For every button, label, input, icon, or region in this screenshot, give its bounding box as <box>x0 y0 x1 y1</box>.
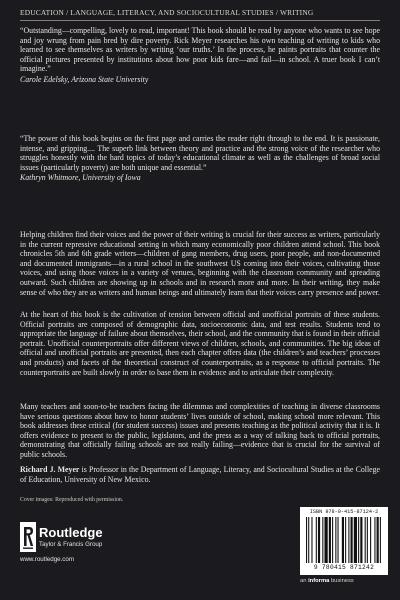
bio-text <box>20 465 380 484</box>
barcode-bar <box>365 517 366 563</box>
review-attribution: Carole Edelsky, Arizona State University <box>20 74 149 84</box>
barcode-bar <box>345 517 346 563</box>
review-text: “The power of this book begins on the first page and carries the reader right through to the end. It is passionate, intense, and gripping.... The superb link between theory and practice and the strong voice of the researcher who struggles honestly with the hard topics of today’s educational climate as well as the challenges of broad social issues (particularly poverty) are both unique and essential.” <box>20 134 380 172</box>
review-quote-2 <box>20 134 380 183</box>
header-divider <box>20 20 380 21</box>
barcode-bar <box>324 517 327 563</box>
description-paragraph-3 <box>20 402 380 460</box>
barcode-bar <box>354 517 357 563</box>
barcode-bar <box>342 517 344 563</box>
publisher-group: Taylor & Francis Group <box>39 541 103 548</box>
informa-suffix: business <box>329 578 354 584</box>
paragraph-text: Helping children find their voices and the power of their writing is crucial for their success as writers, particularly in the current repressive educational setting in which many economically poor children attend school. This book chronicles 5th and 6th grade writers—children of gang members, drug users, poor people, and non-documented and documented immigrants—in a rural school in the southwest US coming into their voices, cultivating those voices, and using those voices in a variety of venues, beginning with the classroom community and spreading outward. Such children are showing up in schools and in research more and more. In their writing, they make sense of who they are as writers and human beings and ultimately learn that their voices carry presence and power. <box>20 230 380 297</box>
cover-credit: Cover images: Reproduced with permission. <box>20 497 124 503</box>
isbn-barcode <box>300 507 388 575</box>
barcode-bars <box>306 517 382 563</box>
barcode-bar <box>306 517 307 563</box>
barcode-bar <box>335 517 336 563</box>
barcode-bar <box>374 517 375 563</box>
publisher-block <box>20 522 170 582</box>
barcode-bar <box>358 517 359 563</box>
author-name: Richard J. Meyer <box>20 465 80 474</box>
barcode-bar <box>370 517 371 563</box>
publisher-url: www.routledge.com <box>20 556 74 563</box>
barcode-bar <box>367 517 368 563</box>
category-line: EDUCATION / LANGUAGE, LITERACY, AND SOCIOCULTURAL STUDIES / WRITING <box>20 8 314 17</box>
informa-business-note <box>300 578 388 584</box>
author-bio <box>20 465 380 484</box>
isbn-number: 9 780415 871242 <box>313 564 375 571</box>
barcode-bar <box>316 517 317 563</box>
description-paragraph-2 <box>20 310 380 377</box>
barcode-bar <box>318 517 320 563</box>
description-paragraph-1 <box>20 230 380 297</box>
barcode-bar <box>380 517 381 563</box>
isbn-label: ISBN 978-0-415-87124-2 <box>309 509 379 515</box>
barcode-bar <box>311 517 312 563</box>
barcode-bar <box>337 517 338 563</box>
publisher-name: Routledge <box>39 525 103 540</box>
barcode-bar <box>332 517 333 563</box>
informa-prefix: an <box>300 578 309 584</box>
paragraph-text: Many teachers and soon-to-be teachers facing the dilemmas and complexities of teaching in diverse classrooms have serious questions about how to honor students’ lives outside of school, making school more relevant. This book addresses these critical (for student success) issues and presents teaching as the political activity that it is. It offers evidence to present to the public, legislators, and the press as a way of talking back to official portraits, demonstrating that officially failing schools are not really failing—evidence that is crucial for the survival of public schools. <box>20 402 380 459</box>
barcode-bar <box>308 517 309 563</box>
routledge-r-logo-icon <box>20 522 36 552</box>
bio-body: is Professor in the Department of Language, Literacy, and Sociocultural Studies at the College of Education, University of New Mexico. <box>20 465 381 484</box>
review-quote-1 <box>20 26 380 85</box>
barcode-bar <box>348 517 349 563</box>
review-text: “Outstanding—compelling, lovely to read, important! This book should be read by anyone who wants to see hope and joy wrung from pain bred by dire poverty. Rick Meyer researches his own teaching of writing to kids who learned to see themselves as writers by writing ‘our truths.’ In the process, he paints portraits that counter the official pictures presented by institutions about how poor kids fare—and fail—in school. A truer book I can’t imagine.” <box>20 26 380 74</box>
barcode-bar <box>351 517 353 563</box>
barcode-bar <box>329 517 331 563</box>
informa-brand: informa <box>308 578 330 584</box>
paragraph-text: At the heart of this book is the cultivation of tension between official and unofficial portraits of these students. Official portraits are composed of demographic data, socioeconomic data, and test results. Students tend to appropriate the language of failure about themselves, their school, and the community that is found in their official portrait. Unofficial counterportraits offer different views of children, schools, and communities. The big ideas of official and unofficial portraits are presented, then each chapter offers data (the children’s and teachers’ processes and products) and facets of the theoretical construct of counterportraits, as a response to official portraits. The counterportraits are built slowly in order to base them in evidence and to articulate their complexity. <box>20 310 380 377</box>
barcode-bar <box>322 517 323 563</box>
review-attribution: Kathryn Whitmore, University of Iowa <box>20 173 141 183</box>
barcode-bar <box>377 517 379 563</box>
barcode-bar <box>360 517 362 563</box>
